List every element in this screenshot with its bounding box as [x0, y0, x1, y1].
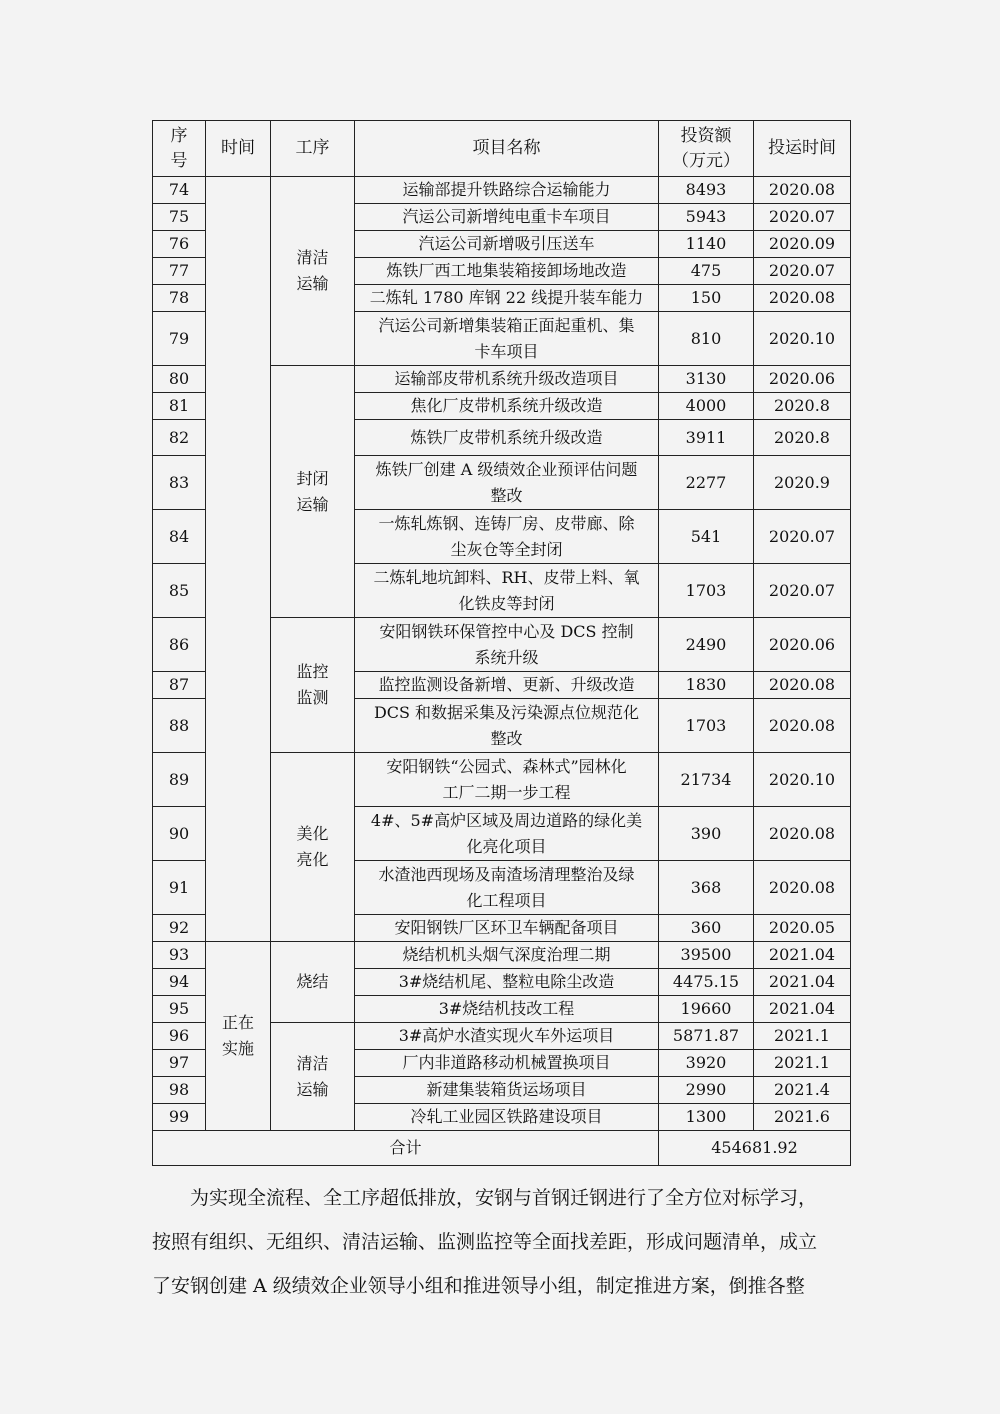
row-number: 88 [153, 699, 206, 753]
project-table [152, 120, 851, 1166]
operation-date-cell: 2020.10 [754, 312, 851, 366]
operation-date-cell: 2020.07 [754, 204, 851, 231]
operation-date-cell: 2020.8 [754, 420, 851, 456]
investment-cell: 475 [659, 258, 754, 285]
operation-date-cell: 2021.1 [754, 1050, 851, 1077]
row-number: 75 [153, 204, 206, 231]
project-name-cell: 炼铁厂西工地集装箱接卸场地改造 [355, 258, 659, 285]
operation-date-cell: 2021.04 [754, 942, 851, 969]
header-operation-date: 投运时间 [754, 121, 851, 177]
row-number: 90 [153, 807, 206, 861]
row-number: 93 [153, 942, 206, 969]
operation-date-cell: 2020.08 [754, 699, 851, 753]
investment-cell: 3911 [659, 420, 754, 456]
operation-date-cell: 2021.6 [754, 1104, 851, 1131]
investment-cell: 1300 [659, 1104, 754, 1131]
operation-date-cell: 2021.4 [754, 1077, 851, 1104]
operation-date-cell: 2020.07 [754, 510, 851, 564]
operation-date-cell: 2020.08 [754, 807, 851, 861]
operation-date-cell: 2021.1 [754, 1023, 851, 1050]
row-number: 74 [153, 177, 206, 204]
body-paragraph [152, 1176, 852, 1308]
project-name-cell: 水渣池西现场及南渣场清理整治及绿 化工程项目 [355, 861, 659, 915]
project-name-cell: 焦化厂皮带机系统升级改造 [355, 393, 659, 420]
paragraph-line: 为实现全流程、全工序超低排放，安钢与首钢迁钢进行了全方位对标学习， [190, 1187, 818, 1209]
investment-cell: 3920 [659, 1050, 754, 1077]
investment-cell: 4000 [659, 393, 754, 420]
investment-cell: 360 [659, 915, 754, 942]
total-label: 合计 [153, 1131, 659, 1166]
operation-date-cell: 2020.08 [754, 672, 851, 699]
table-row [153, 942, 851, 969]
row-number: 84 [153, 510, 206, 564]
investment-cell: 19660 [659, 996, 754, 1023]
row-number: 98 [153, 1077, 206, 1104]
project-name-cell: 烧结机机头烟气深度治理二期 [355, 942, 659, 969]
project-name-cell: 3#烧结机技改工程 [355, 996, 659, 1023]
row-number: 78 [153, 285, 206, 312]
time-cell [206, 177, 271, 942]
investment-cell: 21734 [659, 753, 754, 807]
table-row [153, 177, 851, 204]
investment-cell: 810 [659, 312, 754, 366]
row-number: 94 [153, 969, 206, 996]
operation-date-cell: 2020.9 [754, 456, 851, 510]
investment-cell: 5943 [659, 204, 754, 231]
investment-cell: 1703 [659, 564, 754, 618]
investment-cell: 1140 [659, 231, 754, 258]
row-number: 77 [153, 258, 206, 285]
project-name-cell: 汽运公司新增纯电重卡车项目 [355, 204, 659, 231]
project-name-cell: DCS 和数据采集及污染源点位规范化 整改 [355, 699, 659, 753]
row-number: 92 [153, 915, 206, 942]
header-seq: 序 号 [153, 121, 206, 177]
project-name-cell: 一炼轧炼钢、连铸厂房、皮带廊、除 尘灰仓等全封闭 [355, 510, 659, 564]
operation-date-cell: 2020.07 [754, 564, 851, 618]
investment-cell: 150 [659, 285, 754, 312]
time-cell: 正在 实施 [206, 942, 271, 1131]
process-cell: 清洁 运输 [271, 1023, 355, 1131]
total-row [153, 1131, 851, 1166]
investment-cell: 3130 [659, 366, 754, 393]
project-name-cell: 安阳钢铁环保管控中心及 DCS 控制 系统升级 [355, 618, 659, 672]
process-cell: 美化 亮化 [271, 753, 355, 942]
operation-date-cell: 2020.09 [754, 231, 851, 258]
investment-cell: 2990 [659, 1077, 754, 1104]
investment-cell: 5871.87 [659, 1023, 754, 1050]
row-number: 99 [153, 1104, 206, 1131]
total-value: 454681.92 [659, 1131, 851, 1166]
header-investment: 投资额 （万元） [659, 121, 754, 177]
operation-date-cell: 2020.8 [754, 393, 851, 420]
header-process: 工序 [271, 121, 355, 177]
investment-cell: 1830 [659, 672, 754, 699]
investment-cell: 368 [659, 861, 754, 915]
row-number: 76 [153, 231, 206, 258]
process-cell: 封闭 运输 [271, 366, 355, 618]
row-number: 83 [153, 456, 206, 510]
investment-cell: 1703 [659, 699, 754, 753]
row-number: 87 [153, 672, 206, 699]
process-cell: 烧结 [271, 942, 355, 1023]
project-name-cell: 二炼轧 1780 库钢 22 线提升装车能力 [355, 285, 659, 312]
process-cell: 监控 监测 [271, 618, 355, 753]
operation-date-cell: 2020.06 [754, 366, 851, 393]
paragraph-line: 了安钢创建 A 级绩效企业领导小组和推进领导小组，制定推进方案，倒推各整 [152, 1275, 805, 1297]
operation-date-cell: 2020.05 [754, 915, 851, 942]
header-time: 时间 [206, 121, 271, 177]
project-name-cell: 炼铁厂皮带机系统升级改造 [355, 420, 659, 456]
project-name-cell: 冷轧工业园区铁路建设项目 [355, 1104, 659, 1131]
operation-date-cell: 2020.07 [754, 258, 851, 285]
row-number: 91 [153, 861, 206, 915]
operation-date-cell: 2020.08 [754, 285, 851, 312]
paragraph-line: 按照有组织、无组织、清洁运输、监测监控等全面找差距，形成问题清单，成立 [152, 1231, 818, 1253]
row-number: 97 [153, 1050, 206, 1077]
row-number: 81 [153, 393, 206, 420]
project-name-cell: 炼铁厂创建 A 级绩效企业预评估问题 整改 [355, 456, 659, 510]
project-name-cell: 二炼轧地坑卸料、RH、皮带上料、氧 化铁皮等封闭 [355, 564, 659, 618]
project-name-cell: 安阳钢铁厂区环卫车辆配备项目 [355, 915, 659, 942]
row-number: 86 [153, 618, 206, 672]
operation-date-cell: 2020.08 [754, 177, 851, 204]
project-name-cell: 3#高炉水渣实现火车外运项目 [355, 1023, 659, 1050]
operation-date-cell: 2020.06 [754, 618, 851, 672]
project-name-cell: 厂内非道路移动机械置换项目 [355, 1050, 659, 1077]
process-cell: 清洁 运输 [271, 177, 355, 366]
project-name-cell: 新建集装箱货运场项目 [355, 1077, 659, 1104]
header-project-name: 项目名称 [355, 121, 659, 177]
operation-date-cell: 2020.10 [754, 753, 851, 807]
project-name-cell: 安阳钢铁“公园式、森林式”园林化 工厂二期一步工程 [355, 753, 659, 807]
investment-cell: 39500 [659, 942, 754, 969]
project-name-cell: 4#、5#高炉区域及周边道路的绿化美 化亮化项目 [355, 807, 659, 861]
project-name-cell: 监控监测设备新增、更新、升级改造 [355, 672, 659, 699]
project-name-cell: 3#烧结机尾、整粒电除尘改造 [355, 969, 659, 996]
investment-cell: 4475.15 [659, 969, 754, 996]
investment-cell: 2277 [659, 456, 754, 510]
table-header-row [153, 121, 851, 177]
project-name-cell: 汽运公司新增集装箱正面起重机、集 卡车项目 [355, 312, 659, 366]
row-number: 95 [153, 996, 206, 1023]
investment-cell: 2490 [659, 618, 754, 672]
investment-cell: 541 [659, 510, 754, 564]
row-number: 79 [153, 312, 206, 366]
row-number: 85 [153, 564, 206, 618]
investment-cell: 8493 [659, 177, 754, 204]
row-number: 82 [153, 420, 206, 456]
project-name-cell: 运输部提升铁路综合运输能力 [355, 177, 659, 204]
table-body [153, 177, 851, 1131]
operation-date-cell: 2020.08 [754, 861, 851, 915]
row-number: 96 [153, 1023, 206, 1050]
investment-cell: 390 [659, 807, 754, 861]
row-number: 80 [153, 366, 206, 393]
project-name-cell: 运输部皮带机系统升级改造项目 [355, 366, 659, 393]
operation-date-cell: 2021.04 [754, 969, 851, 996]
project-name-cell: 汽运公司新增吸引压送车 [355, 231, 659, 258]
row-number: 89 [153, 753, 206, 807]
operation-date-cell: 2021.04 [754, 996, 851, 1023]
